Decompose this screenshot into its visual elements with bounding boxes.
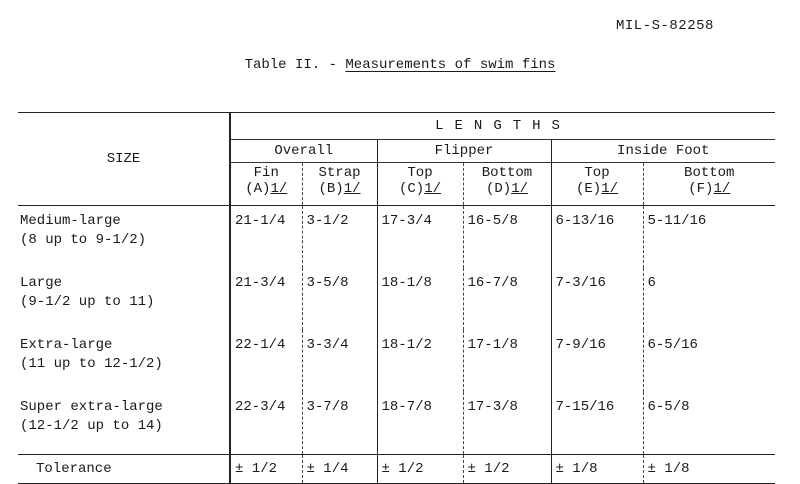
table-title-prefix: Table II. - <box>244 57 346 73</box>
size-name: Extra-large <box>20 337 113 353</box>
size-name: Super extra-large <box>20 399 163 415</box>
value-cell: 7-15/16 <box>551 392 643 455</box>
tolerance-cell: ± 1/2 <box>463 455 551 484</box>
table-row <box>18 330 775 392</box>
size-cell <box>18 330 230 392</box>
value-cell: 3-3/4 <box>302 330 377 392</box>
column-header-name: Fin <box>253 165 279 181</box>
value-cell: 17-1/8 <box>463 330 551 392</box>
value-cell: 6-13/16 <box>551 206 643 269</box>
table-row <box>18 268 775 330</box>
column-header-name: Top <box>584 165 610 181</box>
lengths-header: LENGTHS <box>230 113 775 140</box>
column-header-code: (B)1/ <box>318 181 361 197</box>
tolerance-row <box>18 455 775 484</box>
tolerance-cell: ± 1/2 <box>230 455 302 484</box>
value-cell: 7-9/16 <box>551 330 643 392</box>
table-row <box>18 392 775 455</box>
value-cell: 17-3/4 <box>377 206 463 269</box>
column-header-code: (D)1/ <box>485 181 529 197</box>
value-cell: 18-7/8 <box>377 392 463 455</box>
size-column-header: SIZE <box>18 113 230 206</box>
value-cell: 18-1/2 <box>377 330 463 392</box>
footnote-ref: 1/ <box>270 181 288 197</box>
column-header-flipper-bottom <box>463 163 551 206</box>
column-header-fin <box>230 163 302 206</box>
table-row <box>18 206 775 269</box>
footnote-ref: 1/ <box>601 181 619 197</box>
value-cell: 21-3/4 <box>230 268 302 330</box>
column-header-name: Bottom <box>684 165 735 181</box>
column-header-code: (A)1/ <box>245 181 288 197</box>
value-cell: 18-1/8 <box>377 268 463 330</box>
tolerance-cell: ± 1/8 <box>551 455 643 484</box>
size-range: (8 up to 9-1/2) <box>20 232 147 248</box>
value-cell: 6 <box>647 275 656 291</box>
column-header-code: (E)1/ <box>575 181 619 197</box>
size-range: (9-1/2 up to 11) <box>20 294 155 310</box>
size-cell <box>18 392 230 455</box>
column-header-flipper-top <box>377 163 463 206</box>
value-cell: 6-5/8 <box>647 399 690 415</box>
size-cell <box>18 268 230 330</box>
value-cell: 3-5/8 <box>302 268 377 330</box>
value-cell: 22-1/4 <box>230 330 302 392</box>
table-title-main: Measurements of swim fins <box>345 57 556 73</box>
value-cell: 16-7/8 <box>463 268 551 330</box>
measurements-table <box>18 112 775 484</box>
footnote-ref: 1/ <box>424 181 442 197</box>
column-header-name: Strap <box>318 165 361 181</box>
column-header-foot-top <box>551 163 643 206</box>
group-header-inside-foot: Inside Foot <box>551 140 775 163</box>
value-cell: 21-1/4 <box>230 206 302 269</box>
footnote-ref: 1/ <box>343 181 361 197</box>
group-header-flipper: Flipper <box>377 140 551 163</box>
value-cell: 7-3/16 <box>551 268 643 330</box>
column-header-strap <box>302 163 377 206</box>
size-cell <box>18 206 230 269</box>
tolerance-cell: ± 1/8 <box>643 455 775 484</box>
group-header-overall: Overall <box>230 140 377 163</box>
lengths-header-row <box>18 113 775 140</box>
column-header-name: Bottom <box>481 165 533 181</box>
column-header-code: (F)1/ <box>688 181 731 197</box>
table-title <box>0 57 800 73</box>
footnote-ref: 1/ <box>511 181 529 197</box>
value-cell: 16-5/8 <box>463 206 551 269</box>
tolerance-cell: ± 1/4 <box>302 455 377 484</box>
column-header-code: (C)1/ <box>398 181 442 197</box>
tolerance-cell: ± 1/2 <box>377 455 463 484</box>
size-range: (11 up to 12-1/2) <box>20 356 163 372</box>
size-range: (12-1/2 up to 14) <box>20 418 163 434</box>
value-cell: 17-3/8 <box>463 392 551 455</box>
document-spec-id: MIL-S-82258 <box>616 18 714 34</box>
size-name: Medium-large <box>20 213 121 229</box>
value-cell: 3-7/8 <box>302 392 377 455</box>
value-cell: 22-3/4 <box>230 392 302 455</box>
tolerance-label: Tolerance <box>18 455 230 484</box>
value-cell: 6-5/16 <box>647 337 698 353</box>
column-header-name: Top <box>407 165 433 181</box>
column-header-foot-bottom <box>643 163 775 206</box>
size-name: Large <box>20 275 63 291</box>
value-cell: 5-11/16 <box>647 213 707 229</box>
value-cell: 3-1/2 <box>302 206 377 269</box>
footnote-ref: 1/ <box>713 181 731 197</box>
